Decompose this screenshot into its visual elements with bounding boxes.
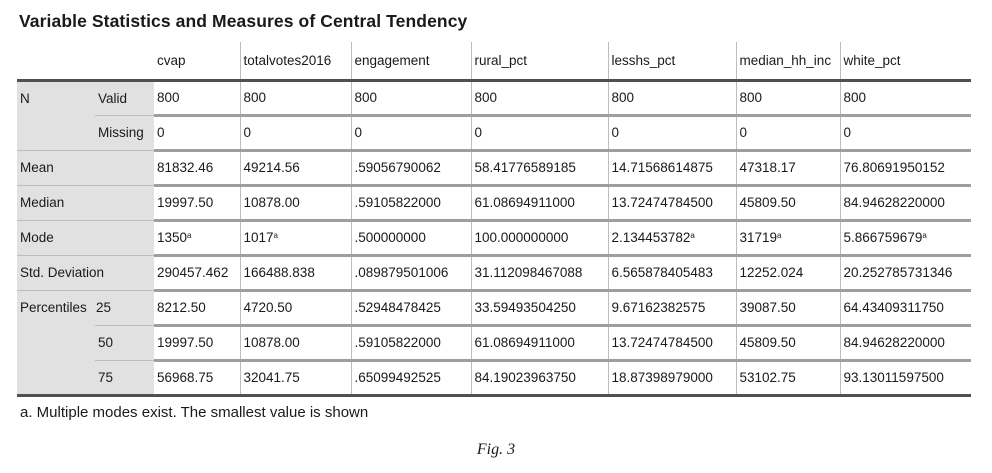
table-cell	[471, 220, 608, 255]
table-cell: .59105822000	[351, 185, 471, 220]
table-cell	[351, 220, 471, 255]
table-cell	[608, 220, 736, 255]
table-cell: 0	[840, 115, 971, 150]
table-cell: 0	[351, 115, 471, 150]
footnote-mark: a	[690, 231, 695, 240]
table-cell: 0	[471, 115, 608, 150]
table-cell: 18.87398979000	[608, 360, 736, 395]
table-cell: 290457.462	[154, 255, 240, 290]
table-cell: 800	[351, 80, 471, 115]
table-cell: 19997.50	[154, 325, 240, 360]
table-cell: 64.43409311750	[840, 290, 971, 325]
row-label: Median	[17, 185, 154, 220]
row-label: Std. Deviation	[17, 255, 154, 290]
table-cell: 61.08694911000	[471, 325, 608, 360]
cell-value: 1350	[157, 230, 188, 245]
row-sublabel: 75	[95, 360, 154, 395]
table-cell: 13.72474784500	[608, 185, 736, 220]
table-cell: 33.59493504250	[471, 290, 608, 325]
table-row	[17, 80, 971, 115]
column-header: totalvotes2016	[240, 42, 351, 80]
table-cell	[840, 220, 971, 255]
table-cell: 45809.50	[736, 325, 840, 360]
table-cell: .52948478425	[351, 290, 471, 325]
table-cell: 800	[240, 80, 351, 115]
row-label: Mean	[17, 150, 154, 185]
table-cell: 0	[240, 115, 351, 150]
column-header: rural_pct	[471, 42, 608, 80]
column-header: engagement	[351, 42, 471, 80]
table-cell: 84.19023963750	[471, 360, 608, 395]
table-cell: 81832.46	[154, 150, 240, 185]
row-sublabel: Valid	[95, 80, 154, 115]
row-label: N	[17, 80, 95, 115]
table-cell: 10878.00	[240, 185, 351, 220]
table-cell	[154, 220, 240, 255]
table-cell: 800	[736, 80, 840, 115]
table-cell: 47318.17	[736, 150, 840, 185]
column-header: white_pct	[840, 42, 971, 80]
table-cell: .089879501006	[351, 255, 471, 290]
footnote-mark: a	[273, 231, 278, 240]
table-cell: 53102.75	[736, 360, 840, 395]
corner-cell	[17, 42, 95, 80]
table-row	[17, 255, 971, 290]
row-label	[17, 325, 95, 360]
corner-cell	[95, 42, 154, 80]
table-cell: 800	[840, 80, 971, 115]
row-label: Mode	[17, 220, 154, 255]
table-cell: 56968.75	[154, 360, 240, 395]
row-label	[17, 360, 95, 395]
table-cell: 45809.50	[736, 185, 840, 220]
table-cell: 14.71568614875	[608, 150, 736, 185]
table-row	[17, 115, 971, 150]
column-header: lesshs_pct	[608, 42, 736, 80]
row-sublabel: 50	[95, 325, 154, 360]
table-cell: 32041.75	[240, 360, 351, 395]
row-label: Percentiles	[17, 290, 95, 325]
table-row	[17, 290, 971, 325]
table-cell: 800	[154, 80, 240, 115]
table-cell: 0	[736, 115, 840, 150]
table-title: Variable Statistics and Measures of Central Tendency	[19, 11, 468, 31]
table-cell: 93.13011597500	[840, 360, 971, 395]
table-cell: 19997.50	[154, 185, 240, 220]
table-cell	[240, 220, 351, 255]
table-cell: 166488.838	[240, 255, 351, 290]
cell-value: 2.134453782	[611, 230, 691, 245]
cell-value: .500000000	[354, 230, 426, 245]
table-cell: .59105822000	[351, 325, 471, 360]
row-sublabel: 25	[95, 290, 154, 325]
table-cell: 76.80691950152	[840, 150, 971, 185]
table-row	[17, 150, 971, 185]
footnote-mark: a	[777, 231, 782, 240]
column-header-row	[17, 42, 971, 80]
table-cell: 0	[154, 115, 240, 150]
statistics-table	[17, 42, 971, 397]
table-cell: 31.112098467088	[471, 255, 608, 290]
table-cell: .59056790062	[351, 150, 471, 185]
row-sublabel: Missing	[95, 115, 154, 150]
table-cell: 49214.56	[240, 150, 351, 185]
table-cell: 0	[608, 115, 736, 150]
table-cell: 9.67162382575	[608, 290, 736, 325]
footnote-mark: a	[187, 231, 192, 240]
column-header: median_hh_inc	[736, 42, 840, 80]
table-cell: 6.565878405483	[608, 255, 736, 290]
footnote-mark: a	[922, 231, 927, 240]
table-cell: 20.252785731346	[840, 255, 971, 290]
table-row	[17, 185, 971, 220]
table-cell: 39087.50	[736, 290, 840, 325]
table-cell: 13.72474784500	[608, 325, 736, 360]
footnote: a. Multiple modes exist. The smallest value is shown	[20, 404, 369, 421]
column-header: cvap	[154, 42, 240, 80]
table-cell: 12252.024	[736, 255, 840, 290]
cell-value: 100.000000000	[474, 230, 569, 245]
table-cell	[736, 220, 840, 255]
table-cell: 61.08694911000	[471, 185, 608, 220]
table-cell: 800	[471, 80, 608, 115]
figure-caption: Fig. 3	[476, 441, 516, 458]
cell-value: 1017	[243, 230, 274, 245]
table-row	[17, 325, 971, 360]
table-cell: 4720.50	[240, 290, 351, 325]
table-cell: 58.41776589185	[471, 150, 608, 185]
table-row	[17, 360, 971, 395]
table-row	[17, 220, 971, 255]
cell-value: 5.866759679	[843, 230, 923, 245]
table-cell: 84.94628220000	[840, 325, 971, 360]
row-label	[17, 115, 95, 150]
table-cell: .65099492525	[351, 360, 471, 395]
table-cell: 10878.00	[240, 325, 351, 360]
cell-value: 31719	[739, 230, 778, 245]
table-cell: 800	[608, 80, 736, 115]
table-cell: 84.94628220000	[840, 185, 971, 220]
table-cell: 8212.50	[154, 290, 240, 325]
